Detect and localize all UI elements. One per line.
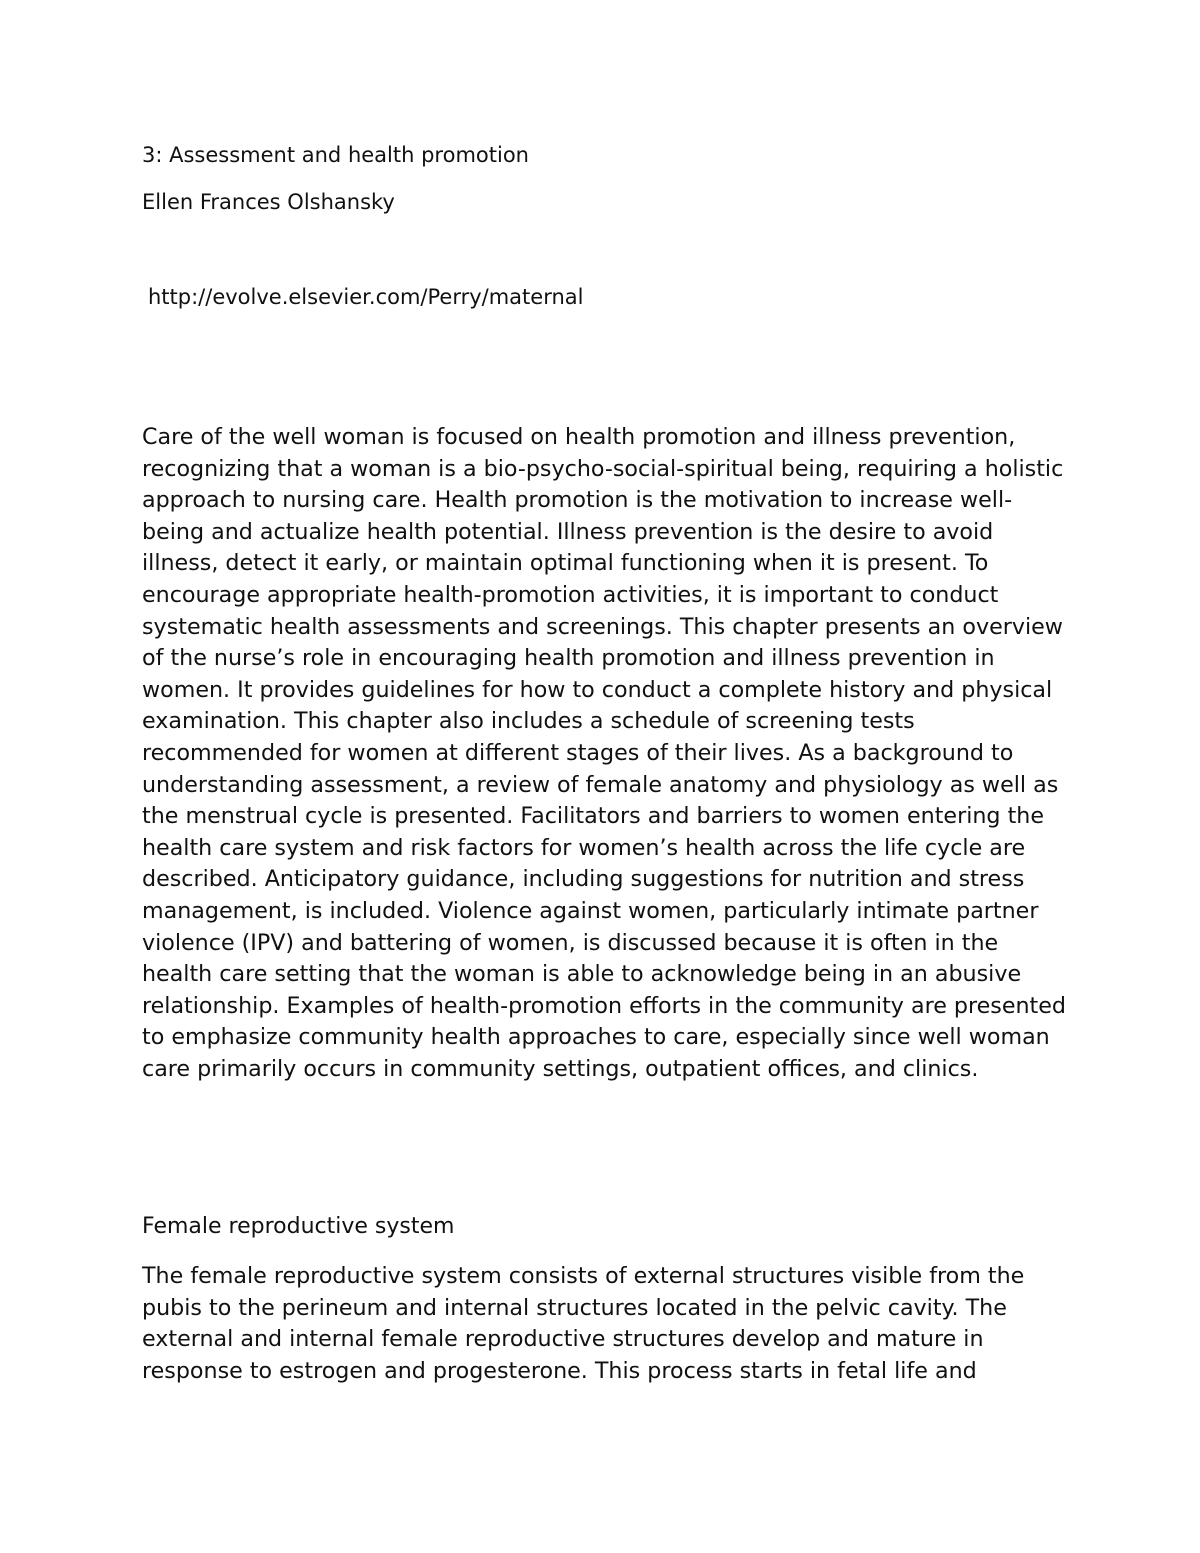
intro-paragraph: Care of the well woman is focused on health promotion and illness prevention, recognizing that a woman is a bio-psycho-social-spiritual being, requiring a holistic approach to nursing care. Health promotion is the motivation to increase well-being and actualize health potential. Illness prevention is the desire to avoid illness, detect it early, or maintain optimal functioning when it is present. To encourage appropriate health-promotion activities, it is important to conduct systematic health assessments and screenings. This chapter presents an overview of the nurse’s role in encouraging health promotion and illness prevention in women. It provides guidelines for how to conduct a complete history and physical examination. This chapter also includes a schedule of screening tests recommended for women at different stages of their lives. As a background to understanding assessment, a review of female anatomy and physiology as well as the menstrual cycle is presented. Facilitators and barriers to women entering the health care system and risk factors for women’s health across the life cycle are described. Anticipatory guidance, including suggestions for nutrition and stress management, is included. Violence against women, particularly intimate partner violence (IPV) and battering of women, is discussed because it is often in the health care setting that the woman is able to acknowledge being in an abusive relationship. Examples of health-promotion efforts in the community are presented to emphasize community health approaches to care, especially since well woman care primarily occurs in community settings, outpatient offices, and clinics.: [142, 424, 1066, 1082]
chapter-title: 3: Assessment and health promotion: [142, 143, 529, 167]
author-name: Ellen Frances Olshansky: [142, 190, 395, 214]
section-heading: Female reproductive system: [142, 1214, 455, 1239]
section-paragraph: The female reproductive system consists of external structures visible from the pubis to the perineum and internal structures located in the pelvic cavity. The external and internal female reproductive structures develop and mature in response to estrogen and progesterone. This process starts in fetal life and: [142, 1263, 1025, 1384]
resource-url: http://evolve.elsevier.com/Perry/maternal: [148, 285, 584, 309]
